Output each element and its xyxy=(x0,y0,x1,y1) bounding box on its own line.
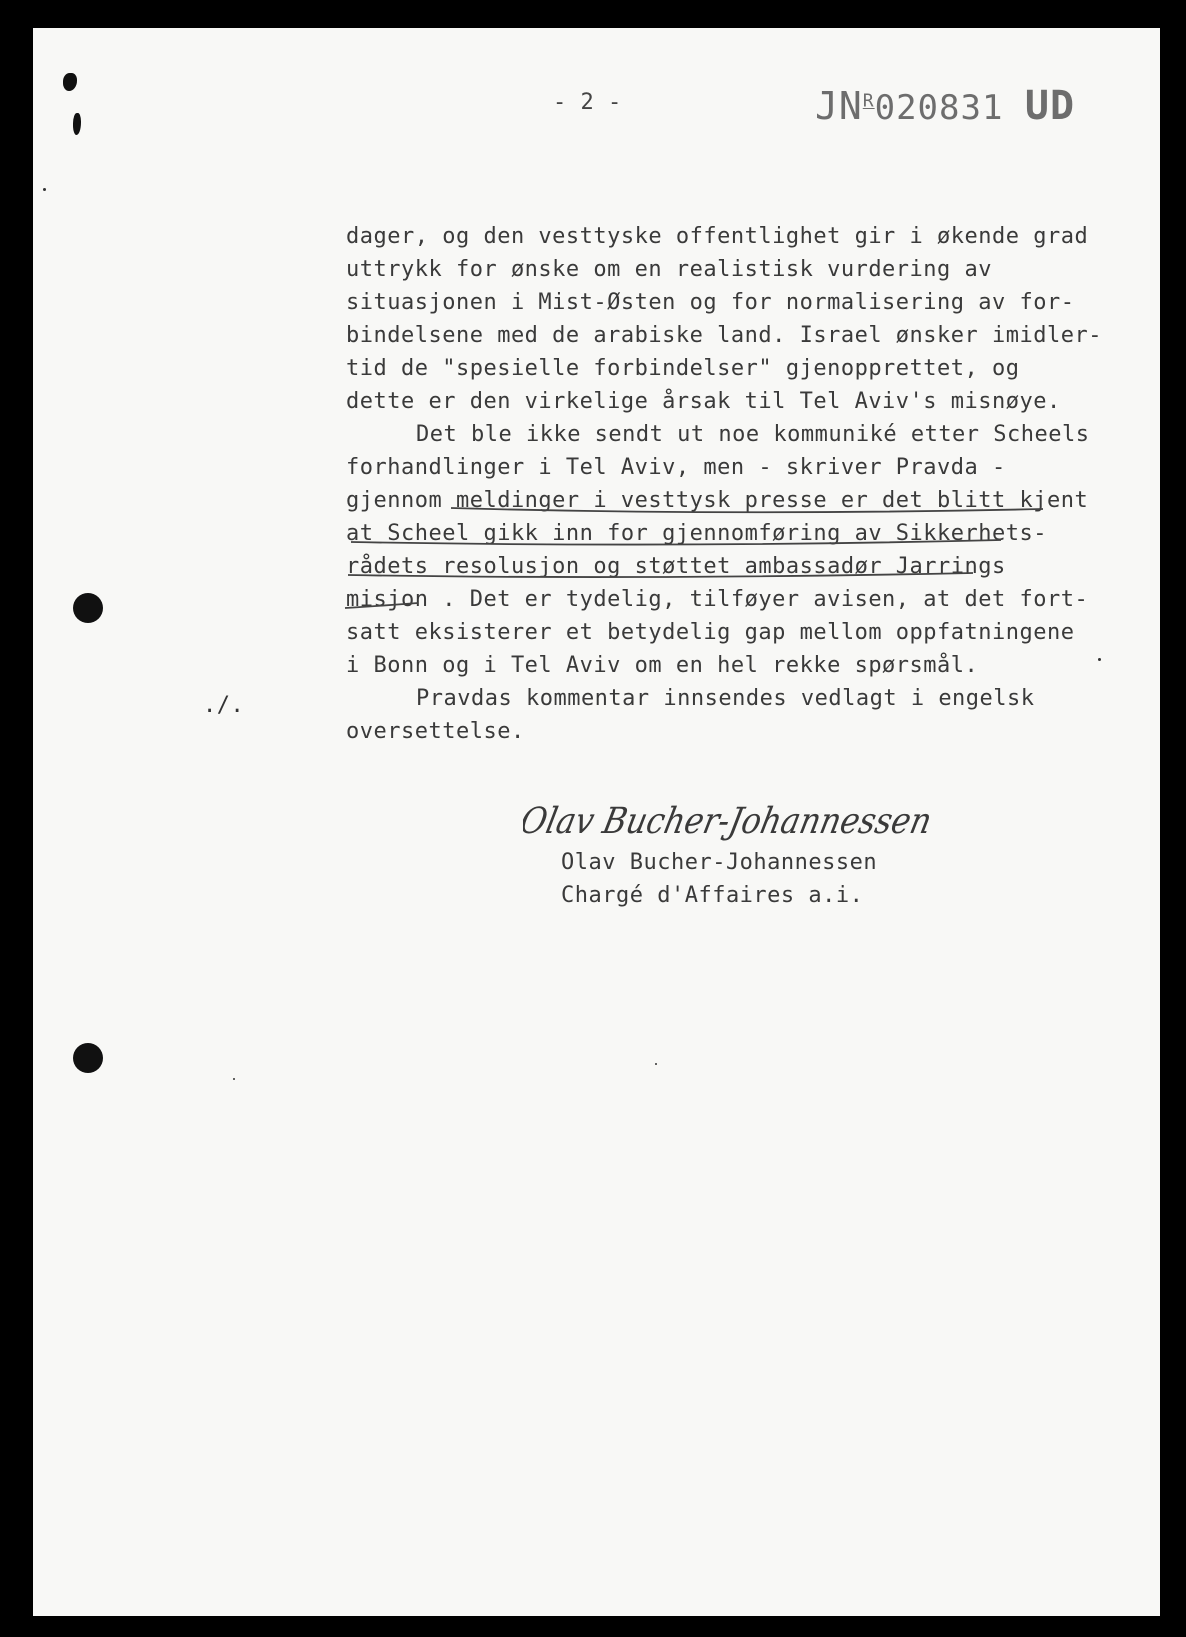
letter-body xyxy=(346,220,1106,748)
ink-speck xyxy=(655,1063,657,1065)
ink-speck xyxy=(43,188,46,191)
text-line: tid de "spesielle forbindelser" gjenopprettet, og xyxy=(346,356,1020,381)
ink-speck xyxy=(233,1078,235,1080)
text-line: uttrykk for ønske om en realistisk vurdering av xyxy=(346,257,993,282)
text-line: misjon . Det er tydelig, tilføyer avisen, at det fort- xyxy=(346,587,1089,612)
text-line: bindelsene med de arabiske land. Israel ønsker imidler- xyxy=(346,323,1102,348)
text-line: at Scheel gikk inn for gjennomføring av Sikkerhets- xyxy=(346,521,1048,546)
text-line: dette er den virkelige årsak til Tel Aviv's misnøye. xyxy=(346,389,1061,414)
text-line: forhandlinger i Tel Aviv, men - skriver Pravda - xyxy=(346,455,1006,480)
signatory-name: Olav Bucher-Johannessen xyxy=(561,850,878,875)
document-page xyxy=(33,28,1160,1616)
signature-block xyxy=(561,846,877,912)
stamp-suffix: UD xyxy=(1024,83,1076,129)
journal-stamp xyxy=(815,83,1075,129)
punch-hole xyxy=(73,593,103,623)
punch-hole xyxy=(73,1043,103,1073)
text-line: Det ble ikke sendt ut noe kommuniké etter Scheels xyxy=(416,422,1090,447)
text-line: Pravdas kommentar innsendes vedlagt i engelsk xyxy=(416,686,1035,711)
stamp-prefix: JN xyxy=(815,84,863,128)
signatory-title: Chargé d'Affaires a.i. xyxy=(561,883,864,908)
enclosure-mark: ./. xyxy=(203,693,245,718)
ink-mark xyxy=(63,73,77,91)
text-line: dager, og den vesttyske offentlighet gir i økende grad xyxy=(346,224,1089,249)
stamp-number: 020831 xyxy=(874,88,1004,128)
signature-text: Olav Bucher-Johannessen xyxy=(523,799,963,842)
stamp-sup: R xyxy=(862,90,875,112)
ink-mark xyxy=(73,113,81,135)
text-line: i Bonn og i Tel Aviv om en hel rekke spørsmål. xyxy=(346,653,979,678)
text-line: satt eksisterer et betydelig gap mellom oppfatningene xyxy=(346,620,1075,645)
text-line: situasjonen i Mist-Østen og for normalisering av for- xyxy=(346,290,1075,315)
text-line: rådets resolusjon og støttet ambassadør Jarrings xyxy=(346,554,1006,579)
page-number: - 2 - xyxy=(553,90,622,115)
text-line: gjennom meldinger i vesttysk presse er det blitt kjent xyxy=(346,488,1089,513)
text-line: oversettelse. xyxy=(346,719,525,744)
